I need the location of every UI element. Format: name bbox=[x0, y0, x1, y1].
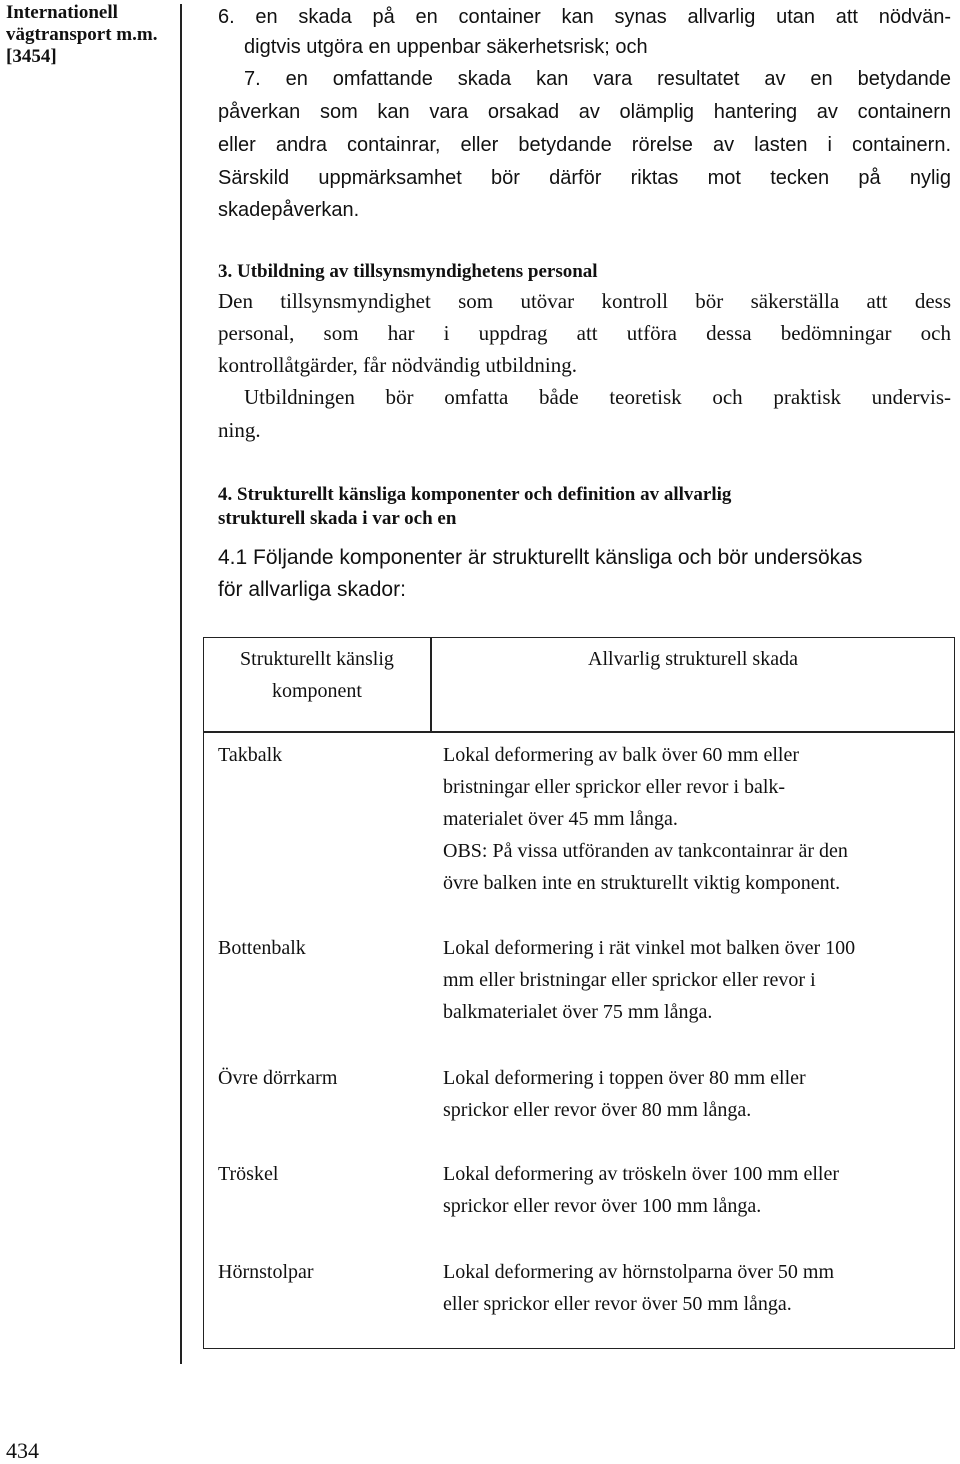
table-cell-line: materialet över 45 mm långa. bbox=[443, 808, 678, 830]
table-cell-damage bbox=[443, 1062, 806, 1126]
section-3-paragraph-line: Den tillsynsmyndighet som utövar kontroll bör säkerställa att dess bbox=[218, 289, 951, 313]
table-cell-damage bbox=[443, 1256, 834, 1320]
list-item-7-line: skadepåverkan. bbox=[218, 199, 360, 221]
list-item-6-line: 6. en skada på en container kan synas allvarlig utan att nödvän- bbox=[218, 6, 951, 28]
table-cell-line: Lokal deformering av tröskeln över 100 mm eller bbox=[443, 1163, 839, 1185]
table-cell-line: Lokal deformering i toppen över 80 mm eller bbox=[443, 1067, 806, 1089]
table-header-text: komponent bbox=[272, 680, 362, 702]
section-3-heading: 3. Utbildning av tillsynsmyndighetens personal bbox=[218, 261, 598, 282]
sidebar-title-line: vägtransport m.m. bbox=[6, 24, 158, 45]
table-cell-damage bbox=[443, 932, 855, 1028]
sidebar-title bbox=[6, 2, 186, 68]
section-4-heading: 4. Strukturellt känsliga komponenter och definition av allvarlig bbox=[218, 484, 732, 505]
table-cell-damage bbox=[443, 1158, 839, 1222]
section-3-paragraph-line: Utbildningen bör omfatta både teoretisk och praktisk undervis- bbox=[244, 385, 951, 409]
section-4-1-text: för allvarliga skador: bbox=[218, 578, 406, 601]
section-3-paragraph-line: kontrollåtgärder, får nödvändig utbildning. bbox=[218, 353, 577, 377]
table-cell-damage bbox=[443, 739, 848, 899]
table-cell-line: Lokal deformering av hörnstolparna över 50 mm bbox=[443, 1261, 834, 1283]
table-cell-line: mm eller bristningar eller sprickor eller revor i bbox=[443, 969, 816, 991]
table-cell-line: bristningar eller sprickor eller revor i balk- bbox=[443, 776, 786, 798]
table-cell-line: Lokal deformering av balk över 60 mm eller bbox=[443, 744, 799, 766]
table-cell-component: Tröskel bbox=[218, 1163, 279, 1185]
table-cell-line: balkmaterialet över 75 mm långa. bbox=[443, 1001, 713, 1023]
section-4-1-text: 4.1 Följande komponenter är strukturellt känsliga och bör undersökas bbox=[218, 546, 863, 569]
component-damage-table bbox=[203, 637, 955, 1349]
section-3-paragraph-line: personal, som har i uppdrag att utföra dessa bedömningar och bbox=[218, 321, 951, 345]
table-header-divider bbox=[204, 731, 954, 733]
sidebar-divider bbox=[180, 4, 182, 1364]
table-cell-component: Bottenbalk bbox=[218, 937, 306, 959]
list-item-7-line: påverkan som kan vara orsakad av olämplig hantering av containern bbox=[218, 101, 951, 123]
table-header-damage: Allvarlig strukturell skada bbox=[588, 648, 798, 670]
table-header-text: Strukturellt känslig bbox=[240, 648, 394, 670]
table-cell-line: OBS: På vissa utföranden av tankcontainrar är den bbox=[443, 840, 848, 862]
table-cell-line: eller sprickor eller revor över 50 mm långa. bbox=[443, 1293, 792, 1315]
page-number: 434 bbox=[6, 1438, 39, 1463]
list-item-7-line: Särskild uppmärksamhet bör därför riktas mot tecken på nylig bbox=[218, 167, 951, 189]
list-item-7-line: 7. en omfattande skada kan vara resultatet av en betydande bbox=[244, 68, 951, 90]
sidebar-title-line: Internationell bbox=[6, 2, 118, 23]
list-item-7-line: eller andra containrar, eller betydande rörelse av lasten i containern. bbox=[218, 134, 951, 156]
sidebar-title-line: [3454] bbox=[6, 46, 57, 67]
table-cell-line: Lokal deformering i rät vinkel mot balken över 100 bbox=[443, 937, 856, 959]
table-cell-component: Takbalk bbox=[218, 744, 283, 766]
table-cell-line: sprickor eller revor över 80 mm långa. bbox=[443, 1099, 752, 1121]
table-cell-component: Övre dörrkarm bbox=[218, 1067, 338, 1089]
section-4-heading: strukturell skada i var och en bbox=[218, 508, 457, 529]
table-cell-component: Hörnstolpar bbox=[218, 1261, 314, 1283]
list-item-6-line: digtvis utgöra en uppenbar säkerhetsrisk; och bbox=[244, 36, 648, 58]
table-header-component bbox=[204, 643, 430, 707]
table-cell-line: övre balken inte en strukturellt viktig komponent. bbox=[443, 872, 841, 894]
section-3-paragraph-line: ning. bbox=[218, 418, 261, 442]
table-cell-line: sprickor eller revor över 100 mm långa. bbox=[443, 1195, 762, 1217]
